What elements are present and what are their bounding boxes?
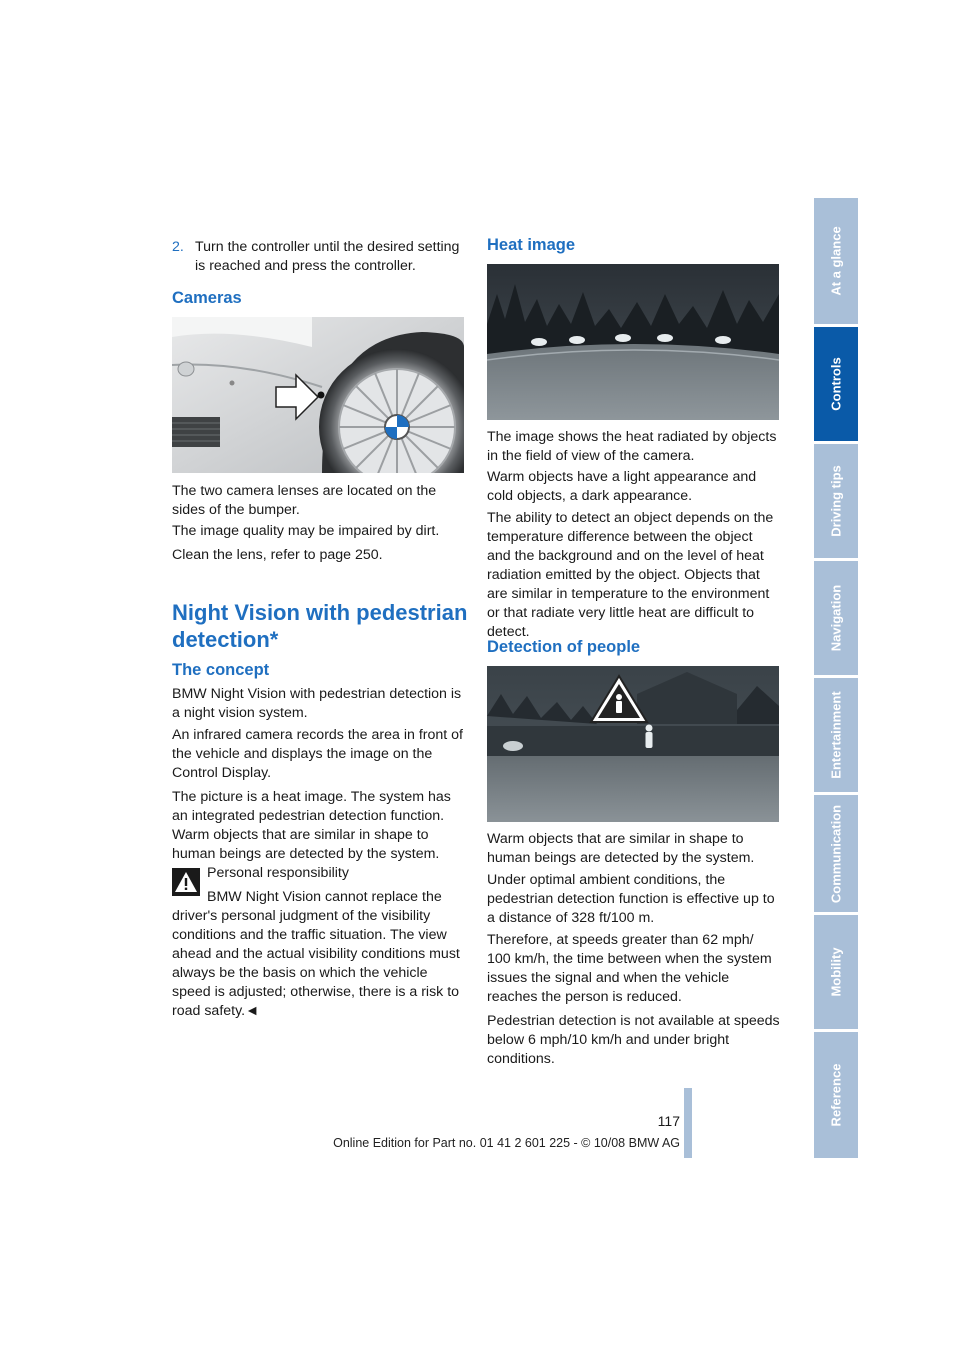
tab-reference[interactable]: Reference xyxy=(814,1032,858,1158)
cameras-paragraph-2: The image quality may be impaired by dirt. xyxy=(172,523,440,539)
heat-image-heading: Heat image xyxy=(487,236,576,254)
page-number-bar xyxy=(684,1088,692,1158)
step-number: 2. xyxy=(172,239,184,255)
detection-heading: Detection of people xyxy=(487,638,641,656)
detection-photo xyxy=(487,666,779,822)
cameras-paragraph-3: Clean the lens, refer to page 250. xyxy=(172,547,383,563)
heat-paragraph-1: The image shows the heat radiated by objects in the field of view of the camera. xyxy=(487,429,777,464)
cameras-paragraph-1: The two camera lenses are located on the sides of the bumper. xyxy=(172,483,437,518)
warning-text: BMW Night Vision cannot replace the driver's personal judgment of the visibility conditions and the traffic situation. The view ahead and the actual visibility conditions must always be the basis on which the vehicle speed is adjusted; otherwise, there is a risk to road safety.◄ xyxy=(172,889,460,1019)
tab-at-a-glance[interactable]: At a glance xyxy=(814,198,858,324)
page-number: 117 xyxy=(657,1113,680,1129)
concept-paragraph-2: An infrared camera records the area in front of the vehicle and displays the image on the Control Display. xyxy=(172,727,463,781)
concept-paragraph-3: The picture is a heat image. The system has an integrated pedestrian detection function. Warm objects that are similar in shape to human beings are detected by the system. xyxy=(172,789,451,862)
tab-navigation[interactable]: Navigation xyxy=(814,561,858,675)
detection-paragraph-3: Therefore, at speeds greater than 62 mph/ 100 km/h, the time between when the system issues the signal and when the vehicle reaches the person is reduced. xyxy=(487,932,772,1005)
detection-paragraph-2: Under optimal ambient conditions, the pedestrian detection function is effective up to a distance of 328 ft/100 m. xyxy=(487,872,775,926)
tab-controls[interactable]: Controls xyxy=(814,327,858,441)
cameras-heading: Cameras xyxy=(172,289,242,307)
heat-paragraph-2: Warm objects have a light appearance and cold objects, a dark appearance. xyxy=(487,469,757,504)
edition-footer: Online Edition for Part no. 01 41 2 601 225 - © 10/08 BMW AG xyxy=(333,1136,680,1150)
heat-image-photo xyxy=(487,264,779,420)
concept-paragraph-1: BMW Night Vision with pedestrian detection is a night vision system. xyxy=(172,686,462,721)
night-vision-heading: Night Vision with pedestrian detection* xyxy=(172,600,468,652)
tab-driving-tips[interactable]: Driving tips xyxy=(814,444,858,558)
camera-photo xyxy=(172,317,464,473)
concept-heading: The concept xyxy=(172,661,270,679)
heat-paragraph-3: The ability to detect an object depends on the temperature difference between the object and the background and on the level of heat radiation emitted by the object. Objects that are similar in temperature to the environment or that radiate very little heat are difficult to detect. xyxy=(487,510,774,640)
detection-paragraph-4: Pedestrian detection is not available at speeds below 6 mph/10 km/h and under bright conditions. xyxy=(487,1013,780,1067)
tab-mobility[interactable]: Mobility xyxy=(814,915,858,1029)
step-text: Turn the controller until the desired setting is reached and press the controller. xyxy=(195,239,460,274)
tab-entertainment[interactable]: Entertainment xyxy=(814,678,858,792)
warning-title: Personal responsibility xyxy=(207,865,349,881)
tab-communication[interactable]: Communication xyxy=(814,795,858,912)
detection-paragraph-1: Warm objects that are similar in shape to human beings are detected by the system. xyxy=(487,831,755,866)
